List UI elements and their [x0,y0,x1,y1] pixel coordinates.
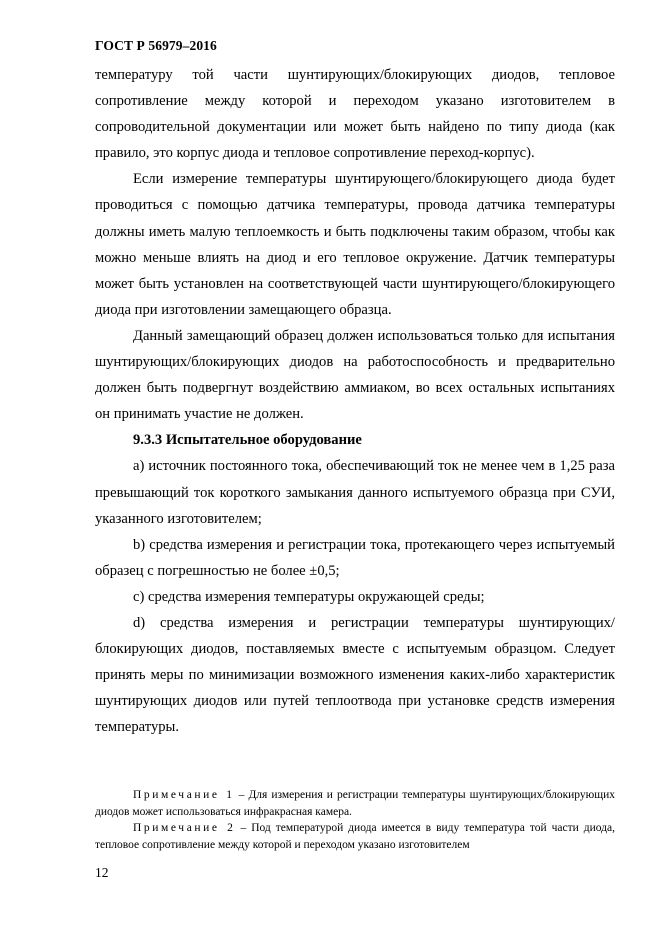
equipment-item-a: а) источник постоянного тока, обеспечивающий ток не менее чем в 1,25 раза превышающий ток короткого замыкания данного испытуемого образца при СУИ, указанного изготовителем; [95,458,615,527]
note-2-label: Примечание 2 [133,822,236,834]
equipment-item-c: с) средства измерения температуры окружающей среды; [133,588,485,605]
notes-block [95,787,615,853]
note-2 [95,820,615,853]
sensor-paragraph: Если измерение температуры шунтирующего/блокирующего диода будет проводиться с помощью датчика температуры, провода датчика температуры должны иметь малую теплоемкость и быть подключены таким образом, чтобы как можно меньше влиять на диод и его тепловое окружение. Датчик температуры может быть установлен на соответствующей части шунтирующего/блокирующего диода при изготовлении замещающего образца. [95,171,615,318]
note-1 [95,787,615,820]
page-number: 12 [95,865,109,880]
sample-paragraph: Данный замещающий образец должен использоваться только для испытания шунтирующих/блокирующих диодов на работоспособность и предварительно должен быть подвергнут воздействию аммиаком, во всех остальных испытаниях он принимать участие не должен. [95,327,615,423]
equipment-item-d: d) средства измерения и регистрации температуры шунтирующих/блокирующих диодов, поставляемых вместе с испытуемым образцом. Следует принять меры по минимизации возможного изменения каких-либо характеристик шунтирующих диодов или путей теплоотвода при установке средств измерения температуры. [95,614,615,736]
document-body [95,62,615,740]
note-1-label: Примечание 1 [133,789,235,801]
equipment-item-b: b) средства измерения и регистрации тока, протекающего через испытуемый образец с погрешностью не более ±0,5; [95,536,615,579]
note-1-text: – Для измерения и регистрации температуры шунтирующих/блокирующих диодов может использоваться инфракрасная камера. [95,789,616,818]
section-heading: 9.3.3 Испытательное оборудование [133,432,362,449]
standard-code-header: ГОСТ Р 56979–2016 [95,38,217,53]
continuation-paragraph: температуру той части шунтирующих/блокирующих диодов, тепловое сопротивление между которой и переходом указано изготовителем в сопроводительной документации или может быть найдено по типу диода (как правило, это корпус диода и тепловое сопротивление переход-корпус). [95,67,615,162]
note-2-text: – Под температурой диода имеется в виду температура той части диода, тепловое сопротивление между которой и переходом указано изготовителем [95,822,615,851]
